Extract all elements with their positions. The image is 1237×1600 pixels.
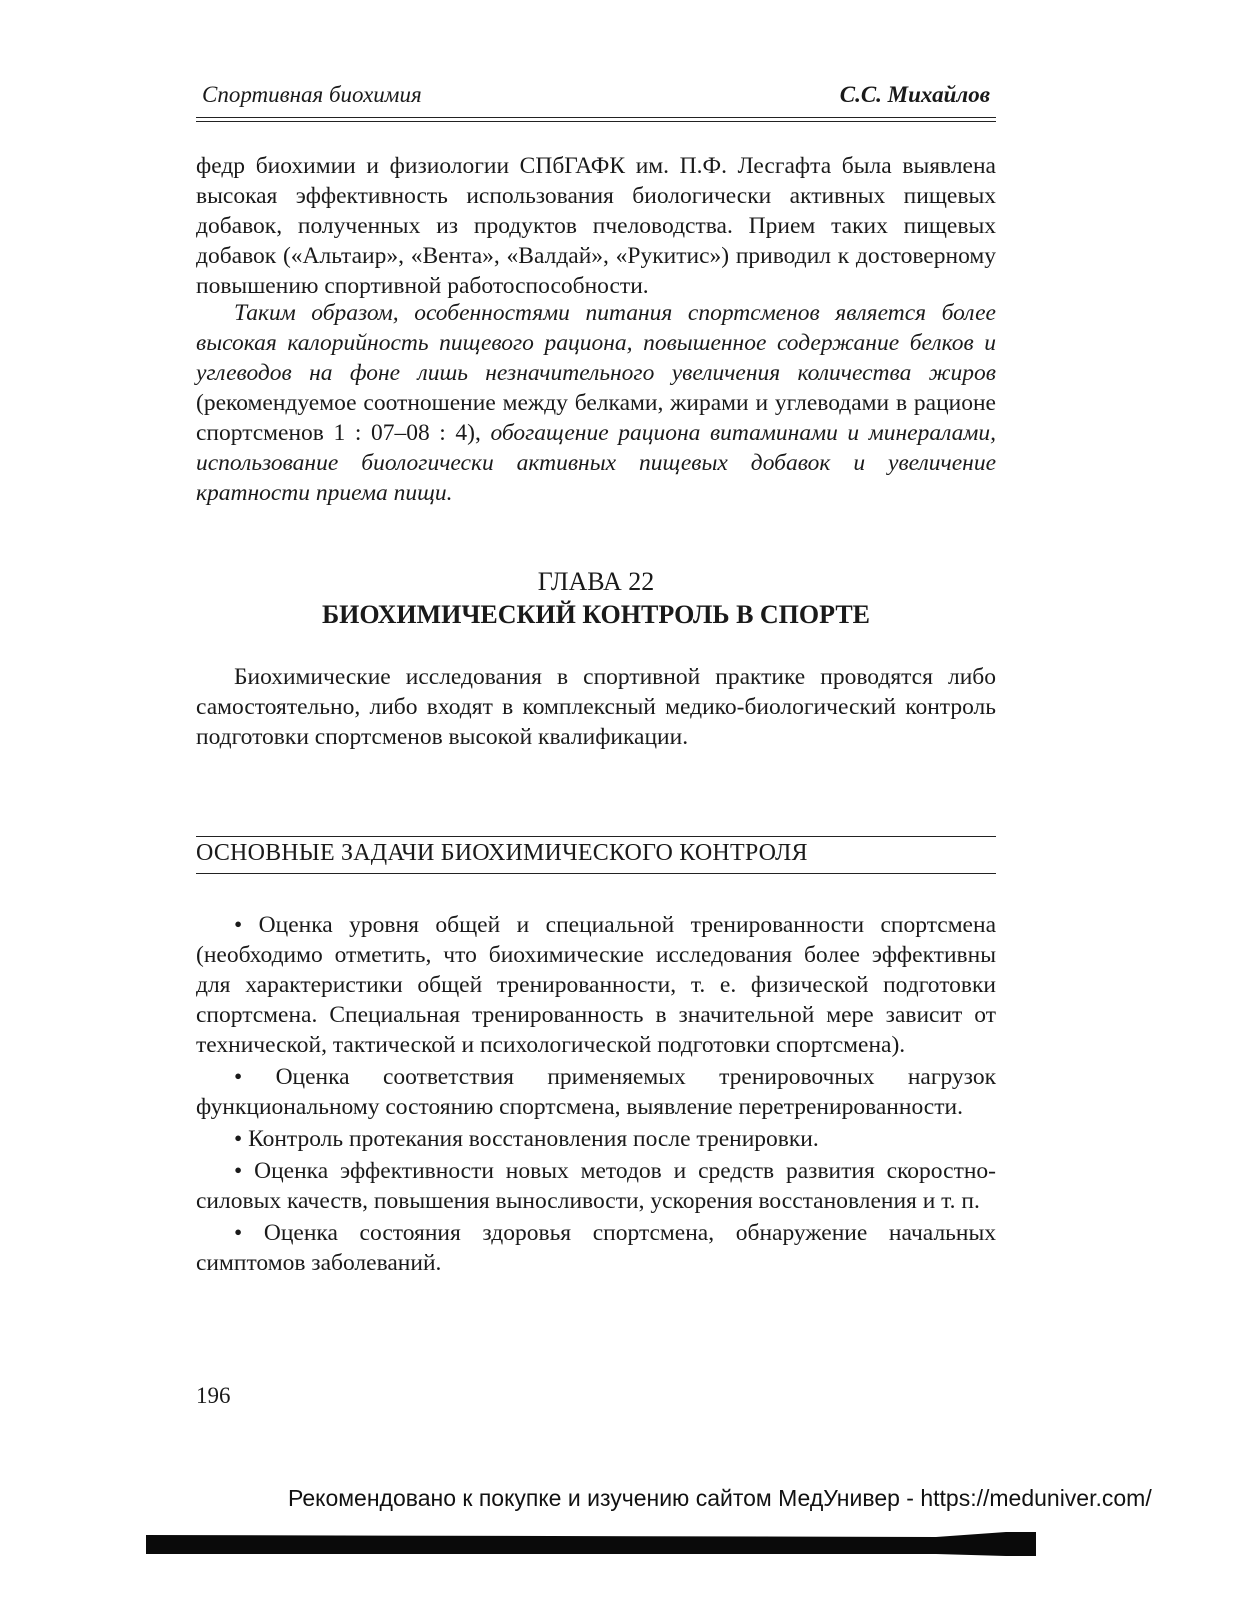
list-item: • Оценка соответствия применяемых тренировочных нагрузок функциональному состоянию спортсмена, выявление перетренированности. [196,1064,996,1120]
paragraph-intro: Биохимические исследования в спортивной практике проводятся либо самостоятельно, либо входят в комплексный медико-биологический контроль подготовки спортсменов высокой квалификации. [196,664,996,750]
chapter-title: БИОХИМИЧЕСКИЙ КОНТРОЛЬ В СПОРТЕ [321,600,871,629]
section-rule-top [196,836,996,837]
chapter-number: ГЛАВА 22 [537,567,655,596]
list-item: • Контроль протекания восстановления после тренировки. [234,1126,819,1152]
list-item: • Оценка уровня общей и специальной тренированности спортсмена (необходимо отметить, что биохимические исследования более эффективны для характеристики общей тренированности, т. е. физической подготовки спортсмена. Специальная тренированность в значительной мере зависит от технической, тактической и психологической подготовки спортсмена). [196,912,996,1058]
section-rule-bottom [196,873,996,874]
summary-plain-part: (рекомендуемое соотношение между белками, жирами и углеводами в рационе спортсменов 1 : 07–08 : 4), [196,390,996,446]
paragraph-summary [196,298,996,508]
list-item: • Оценка состояния здоровья спортсмена, обнаружение начальных симптомов заболеваний. [196,1220,996,1276]
header-rule [196,117,996,118]
book-title: Спортивная биохимия [202,82,422,107]
page-number: 196 [196,1383,231,1408]
section-title: ОСНОВНЫЕ ЗАДАЧИ БИОХИМИЧЕСКОГО КОНТРОЛЯ [196,840,808,866]
paragraph-continuation: федр биохимии и физиологии СПбГАФК им. П.Ф. Лесгафта была выявлена высокая эффективность использования биологически активных пищевых добавок, полученных из продуктов пчеловодства. Прием таких пищевых добавок («Альтаир», «Вента», «Валдай», «Рукитис») приводил к достоверному повышению спортивной работоспособности. [196,153,996,299]
list-item: • Оценка эффективности новых методов и средств развития скоростно-силовых качеств, повышения выносливости, ускорения восстановления и т. п. [196,1158,996,1214]
running-header [196,82,994,112]
task-list [196,910,996,1278]
summary-italic-part-1: Таким образом, особенностями питания спортсменов является более высокая калорийность пищевого рациона, повышенное содержание белков и углеводов на фоне лишь незначительного увеличения количества жиров [196,300,996,386]
summary-italic-part-2: обогащение рациона витаминами и минералами, использование биологически активных пищевых добавок и увеличение кратности приема пищи. [196,420,996,506]
header-rule [196,121,996,122]
footer-recommendation: Рекомендовано к покупке и изучению сайтом МедУнивер - https://meduniver.com/ [288,1485,1152,1511]
author-name: С.С. Михайлов [839,82,990,107]
